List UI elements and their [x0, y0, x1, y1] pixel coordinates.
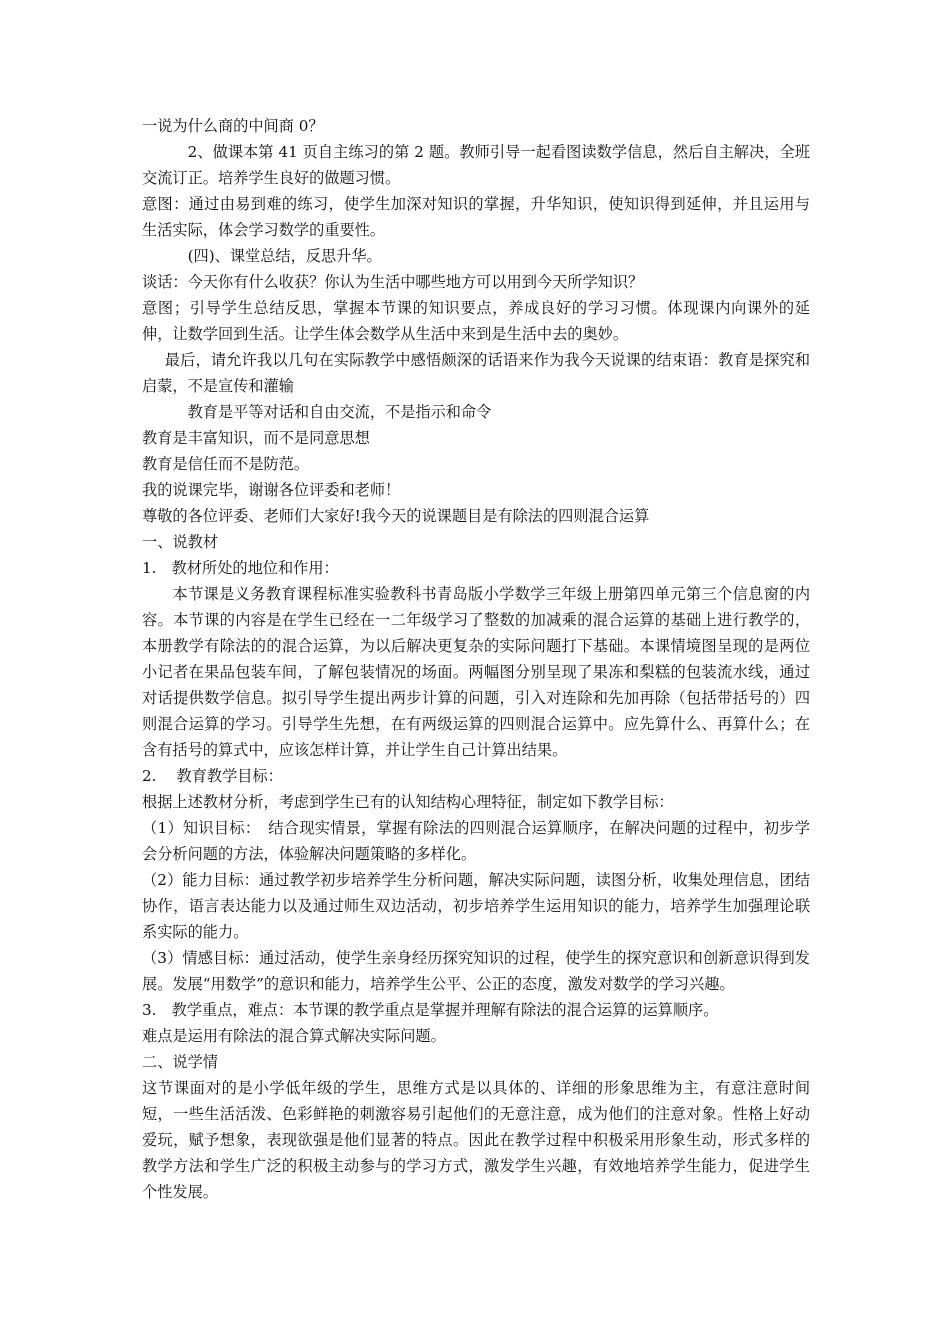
paragraph: 教育是信任而不是防范。 — [142, 455, 310, 473]
paragraph: 教育是丰富知识，而不是同意思想 — [142, 429, 370, 447]
paragraph: 2、做课本第 41 页自主练习的第 2 题。教师引导一起看图读数学信息，然后自主解决，全班交流订正。培养学生良好的做题习惯。 — [142, 143, 810, 187]
paragraph: 一说为什么商的中间商 0？ — [142, 117, 324, 135]
section-heading: 一、说教材 — [142, 533, 218, 551]
paragraph: 尊敬的各位评委、老师们大家好!我今天的说课题目是有除法的四则混合运算 — [142, 507, 650, 525]
paragraph: 这节课面对的是小学低年级的学生，思维方式是以具体的、详细的形象思维为主，有意注意时间短，一些生活活泼、色彩鲜艳的刺激容易引起他们的无意注意，成为他们的注意对象。性格上好动爱玩，赋予想象，表现欲强是他们显著的特点。因此在教学过程中积极采用形象生动，形式多样的教学方法和学生广泛的积极主动参与的学习方式，激发学生兴趣，有效地培养学生能力，促进学生个性发展。 — [142, 1079, 810, 1201]
list-item: （1）知识目标： 结合现实情景，掌握有除法的四则混合运算顺序，在解决问题的过程中，初步学会分析问题的方法，体验解决问题策略的多样化。 — [142, 819, 810, 863]
document-body — [142, 113, 810, 1205]
paragraph: 我的说课完毕，谢谢各位评委和老师！ — [142, 481, 401, 499]
list-item: （2）能力目标：通过教学初步培养学生分析问题，解决实际问题，读图分析，收集处理信息，团结协作，语言表达能力以及通过师生双边活动，初步培养学生运用知识的能力，培养学生加强理论联系实际的能力。 — [142, 871, 810, 941]
paragraph: 根据上述教材分析，考虑到学生已有的认知结构心理特征，制定如下教学目标： — [142, 793, 674, 811]
paragraph: 意图；引导学生总结反思，掌握本节课的知识要点，养成良好的学习习惯。体现课内向课外的延伸，让数学回到生活。让学生体会数学从生活中来到是生活中去的奥妙。 — [142, 299, 810, 343]
subsection-heading: 1. 教材所处的地位和作用： — [142, 559, 339, 577]
subsection-heading: 2. 教育教学目标： — [142, 767, 283, 785]
paragraph: 本节课是义务教育课程标准实验教科书青岛版小学数学三年级上册第四单元第三个信息窗的内容。本节课的内容是在学生已经在一二年级学习了整数的加减乘的混合运算的基础上进行教学的，本册教学有除法的的混合运算，为以后解决更复杂的实际问题打下基础。本课情境图呈现的是两位小记者在果品包装车间，了解包装情况的场面。两幅图分别呈现了果冻和梨糕的包装流水线，通过对话提供数学信息。拟引导学生提出两步计算的问题，引入对连除和先加再除（包括带括号的）四则混合运算的学习。引导学生先想，在有两级运算的四则混合运算中。应先算什么、再算什么；在含有括号的算式中，应该怎样计算，并让学生自己计算出结果。 — [142, 585, 810, 759]
paragraph: 意图：通过由易到难的练习，使学生加深对知识的掌握，升华知识，使知识得到延伸，并且运用与生活实际，体会学习数学的重要性。 — [142, 195, 810, 239]
paragraph: 谈话：今天你有什么收获？你认为生活中哪些地方可以用到今天所学知识？ — [142, 273, 644, 291]
paragraph: 教育是平等对话和自由交流，不是指示和命令 — [187, 403, 492, 421]
paragraph: 最后，请允许我以几句在实际教学中感悟颇深的话语来作为我今天说课的结束语：教育是探究和启蒙，不是宣传和灌输 — [142, 351, 810, 395]
subsection-heading: 3. 教学重点，难点：本节课的教学重点是掌握并理解有除法的混合运算的运算顺序。 — [142, 1001, 719, 1019]
section-heading: (四)、课堂总结，反思升华。 — [187, 247, 382, 265]
section-heading: 二、说学情 — [142, 1053, 218, 1071]
list-item: （3）情感目标：通过活动，使学生亲身经历探究知识的过程，使学生的探究意识和创新意识得到发展。发展“用数学”的意识和能力，培养学生公平、公正的态度，激发对数学的学习兴趣。 — [142, 949, 810, 993]
paragraph: 难点是运用有除法的混合算式解决实际问题。 — [142, 1027, 446, 1045]
